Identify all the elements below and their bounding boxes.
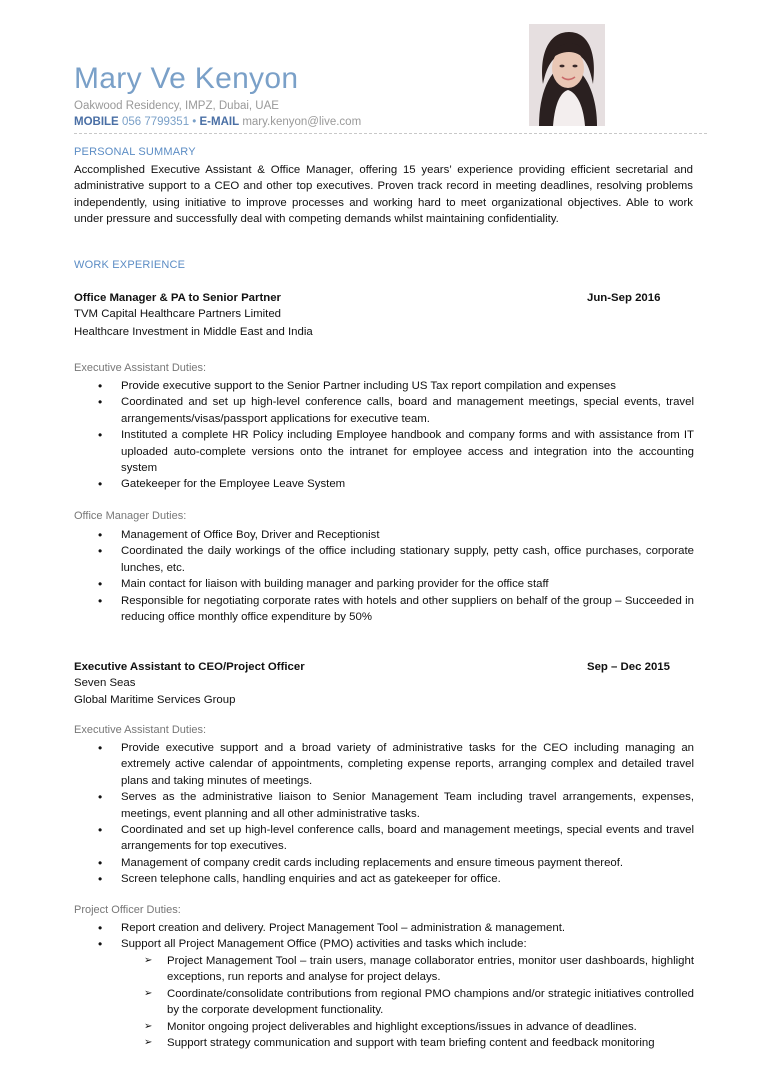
duties-list (74, 527, 694, 625)
portrait-image (529, 24, 605, 126)
company-description: Global Maritime Services Group (74, 694, 236, 706)
list-item: ➢ Monitor ongoing project deliverables and highlight exceptions/issues in advance of deadlines. (74, 1019, 694, 1035)
list-item: • Main contact for liaison with building manager and parking provider for the office staff (74, 576, 694, 592)
list-item: • Responsible for negotiating corporate rates with hotels and other suppliers on behalf of the group – Succeeded in reducing office monthly office expenditure by 50% (74, 593, 694, 626)
mobile-number: 056 7799351 (121, 116, 190, 128)
job-title: Executive Assistant to CEO/Project Officer (74, 661, 305, 673)
email-label: E-MAIL (199, 116, 240, 128)
list-item: • Gatekeeper for the Employee Leave System (74, 476, 694, 492)
personal-summary-heading: PERSONAL SUMMARY (74, 146, 196, 158)
duties-heading: Office Manager Duties: (74, 510, 187, 522)
list-item: • Screen telephone calls, handling enquiries and act as gatekeeper for office. (74, 871, 694, 887)
personal-summary-text: Accomplished Executive Assistant & Office Manager, offering 15 years’ experience providing efficient secretarial and administrative support to a CEO and other top executives. Proven track record in meeting deadlines, resolving problems independently, using initiative to improve processes and working hard to meet organizational objectives. Able to work under pressure and successfully deal with competing demands whilst maintaining confidentiality. (74, 164, 693, 226)
list-item: ➢ Support strategy communication and support with team briefing content and feedback monitoring (74, 1035, 694, 1051)
profile-photo (529, 24, 605, 126)
list-item: • Provide executive support and a broad variety of administrative tasks for the CEO including managing an extremely active calendar of appointments, completing expense reports, arranging complex and detailed travel plans and taking minutes of meetings. (74, 740, 694, 789)
list-item: • Serves as the administrative liaison to Senior Management Team including travel arrangements, expenses, meetings, event planning and all other administrative tasks. (74, 789, 694, 822)
job-dates: Jun-Sep 2016 (587, 292, 661, 304)
candidate-name: Mary Ve Kenyon (74, 62, 299, 95)
mobile-label: MOBILE (74, 116, 119, 128)
job-dates: Sep – Dec 2015 (587, 661, 670, 673)
header-divider (74, 133, 707, 134)
list-item: ➢ Coordinate/consolidate contributions from regional PMO champions and/or strategic initiatives controlled by the corporate development functionality. (74, 986, 694, 1019)
list-item: ➢ Project Management Tool – train users, manage collaborator entries, monitor user dashboards, highlight exceptions, run reports and analyse for project delays. (74, 953, 694, 986)
list-item: • Coordinated and set up high-level conference calls, board and management meetings, special events and travel arrangements for top executives. (74, 822, 694, 855)
list-item: • Management of company credit cards including replacements and ensure timeous payment thereof. (74, 855, 694, 871)
company-name: Seven Seas (74, 677, 136, 689)
duties-list (74, 920, 694, 953)
company-description: Healthcare Investment in Middle East and India (74, 326, 313, 338)
list-item: • Provide executive support to the Senior Partner including US Tax report compilation and expenses (74, 378, 694, 394)
pmo-tasks-list (74, 953, 694, 1051)
list-item: • Coordinated and set up high-level conference calls, board and management meetings, special events, travel arrangements/visas/passport applications for executive team. (74, 394, 694, 427)
contact-separator: • (189, 116, 200, 128)
duties-list (74, 378, 694, 493)
company-name: TVM Capital Healthcare Partners Limited (74, 308, 282, 320)
list-item: • Management of Office Boy, Driver and Receptionist (74, 527, 694, 543)
list-item: • Support all Project Management Office (PMO) activities and tasks which include: (74, 936, 694, 952)
list-item: • Instituted a complete HR Policy including Employee handbook and company forms and with assistance from IT uploaded auto-complete versions onto the intranet for employee access and integration into the accounting system (74, 427, 694, 476)
duties-heading: Executive Assistant Duties: (74, 724, 207, 736)
list-item: • Report creation and delivery. Project Management Tool – administration & management. (74, 920, 694, 936)
address: Oakwood Residency, IMPZ, Dubai, UAE (74, 100, 279, 112)
job-title: Office Manager & PA to Senior Partner (74, 292, 281, 304)
contact-line (74, 115, 361, 130)
duties-list (74, 740, 694, 888)
work-experience-heading: WORK EXPERIENCE (74, 259, 186, 271)
duties-heading: Executive Assistant Duties: (74, 362, 207, 374)
duties-heading: Project Officer Duties: (74, 904, 181, 916)
list-item: • Coordinated the daily workings of the office including stationary supply, petty cash, office purchases, corporate lunches, etc. (74, 543, 694, 576)
email-address: mary.kenyon@live.com (242, 116, 362, 128)
